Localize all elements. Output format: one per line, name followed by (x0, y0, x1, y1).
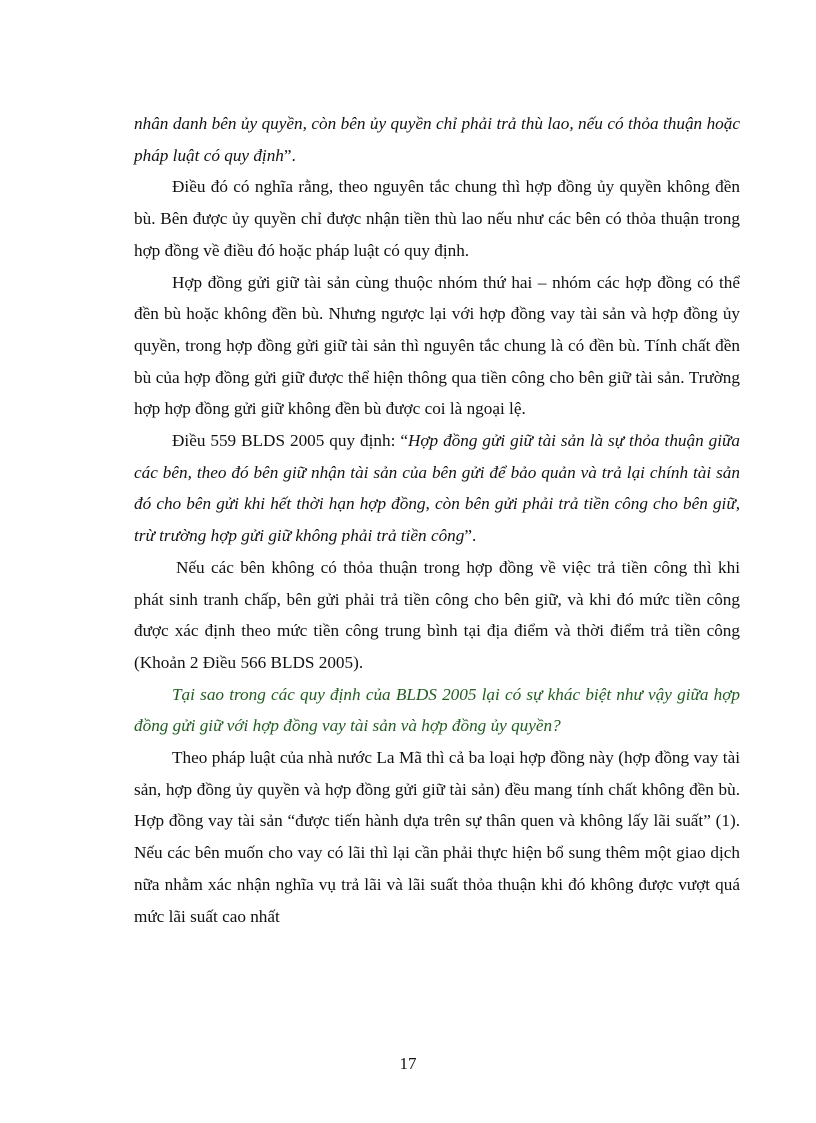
quote-text: Hợp đồng gửi giữ tài sản là sự thỏa thuận giữa các bên, theo đó bên giữ nhận tài sản của bên gửi để bảo quản và trả lại chính tài sản đó cho bên gửi khi hết thời hạn hợp đồng, còn bên gửi phải trả tiền công cho bên giữ, trừ trường hợp gửi giữ không phải trả tiền công (134, 431, 740, 546)
quote-close: ”. (464, 526, 477, 546)
paragraph (134, 742, 740, 932)
paragraph (134, 267, 740, 426)
quote-text: nhân danh bên ủy quyền, còn bên ủy quyền chỉ phải trả thù lao, nếu có thỏa thuận hoặc pháp luật có quy định (134, 114, 740, 165)
paragraph-continuation (134, 108, 740, 171)
paragraph (134, 171, 740, 266)
paragraph-lead: Điều 559 BLDS 2005 quy định: “ (172, 431, 408, 451)
document-body (134, 108, 740, 932)
question-paragraph (134, 679, 740, 742)
paragraph-article-559 (134, 425, 740, 552)
page-number: 17 (399, 1054, 417, 1073)
paragraph-text: Hợp đồng gửi giữ tài sản cùng thuộc nhóm thứ hai – nhóm các hợp đồng có thể đền bù hoặc không đền bù. Nhưng ngược lại với hợp đồng vay tài sản và hợp đồng ủy quyền, trong hợp đồng gửi giữ tài sản thì nguyên tắc chung là có đền bù. Tính chất đền bù của hợp đồng gửi giữ được thể hiện thông qua tiền công cho bên giữ tài sản. Trường hợp hợp đồng gửi giữ không đền bù được coi là ngoại lệ. (134, 272, 740, 419)
paragraph-text: Điều đó có nghĩa rằng, theo nguyên tắc chung thì hợp đồng ủy quyền không đền bù. Bên được ủy quyền chỉ được nhận tiền thù lao nếu như các bên có thỏa thuận trong hợp đồng về điều đó hoặc pháp luật có quy định. (134, 177, 740, 260)
question-text: Tại sao trong các quy định của BLDS 2005 lại có sự khác biệt như vậy giữa hợp đồng gửi giữ với hợp đồng vay tài sản và hợp đồng ủy quyền? (134, 684, 740, 736)
paragraph-text: Nếu các bên không có thỏa thuận trong hợp đồng về việc trả tiền công thì khi phát sinh tranh chấp, bên gửi phải trả tiền công cho bên giữ, và khi đó mức tiền công được xác định theo mức tiền công trung bình tại địa điểm và thời điểm trả tiền công (Khoản 2 Điều 566 BLDS 2005). (134, 557, 740, 672)
quote-close: ”. (283, 145, 296, 165)
paragraph-text: Theo pháp luật của nhà nước La Mã thì cả ba loại hợp đồng này (hợp đồng vay tài sản, hợp đồng ủy quyền và hợp đồng gửi giữ tài sản) đều mang tính chất không đền bù. Hợp đồng vay tài sản “được tiến hành dựa trên sự thân quen và không lấy lãi suất” (1). Nếu các bên muốn cho vay có lãi thì lại cần phải thực hiện bổ sung thêm một giao dịch nữa nhằm xác nhận nghĩa vụ trả lãi và lãi suất thỏa thuận khi đó không được vượt quá mức lãi suất cao nhất (134, 748, 740, 926)
paragraph (134, 552, 740, 679)
